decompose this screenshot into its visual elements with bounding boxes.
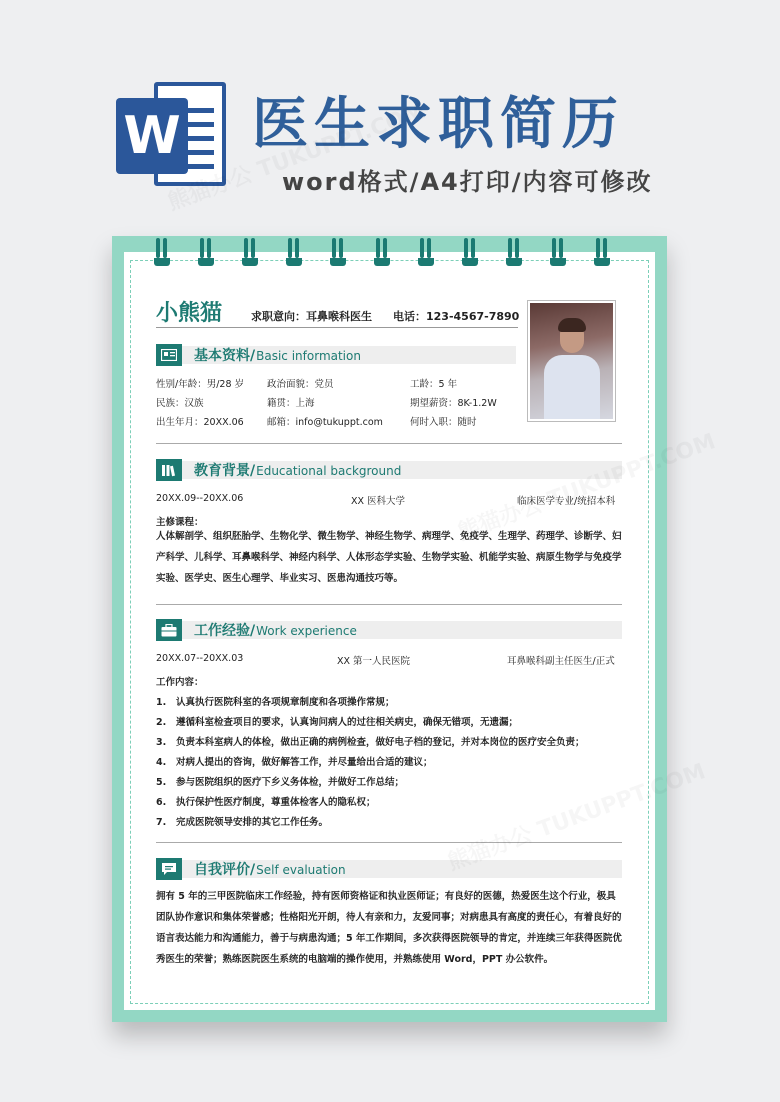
ring-icon xyxy=(506,238,522,266)
section-title-en: Work experience xyxy=(256,624,357,638)
section-title-cn: 教育背景/ xyxy=(194,463,256,479)
work-position: 耳鼻喉科副主任医生/正式 xyxy=(507,656,615,667)
basic-seniority: 工龄：5 年 xyxy=(410,379,458,390)
list-item: 6. 执行保护性医疗制度，尊重体检客人的隐私权； xyxy=(156,797,376,808)
banner-title: 医生求职简历 xyxy=(252,92,624,157)
basic-gender-age: 性别/年龄：男/28 岁 xyxy=(156,379,245,390)
list-item: 3. 负责本科室病人的体检，做出正确的病例检查，做好电子档的登记，并对本岗位的医疗安全负责； xyxy=(156,737,585,748)
id-card-icon xyxy=(156,344,182,366)
ring-icon xyxy=(198,238,214,266)
ring-icon xyxy=(154,238,170,266)
divider xyxy=(156,327,518,328)
word-letter: W xyxy=(116,98,188,174)
basic-salary: 期望薪资：8K-1.2W xyxy=(410,398,497,409)
comment-icon xyxy=(156,858,182,880)
basic-ethnicity: 民族：汉族 xyxy=(156,398,204,409)
binder-rings xyxy=(154,238,634,268)
list-item: 2. 遵循科室检查项目的要求，认真询问病人的过往相关病史，确保无错项，无遗漏； xyxy=(156,717,519,728)
section-title-cn: 工作经验/ xyxy=(194,623,256,639)
divider xyxy=(156,604,622,605)
section-header-work xyxy=(156,619,622,639)
section-title-en: Educational background xyxy=(256,464,402,478)
edu-major: 临床医学专业/统招本科 xyxy=(517,496,616,507)
list-item: 5. 参与医院组织的医疗下乡义务体检，并做好工作总结； xyxy=(156,777,405,788)
edu-courses: 人体解剖学、组织胚胎学、生物化学、微生物学、神经生物学、病理学、免疫学、生理学、药理学、诊断学、妇产科学、儿科学、耳鼻喉科学、神经内科学、人体形态学实验、生物学实验、机能学实验、病原生物学与免疫学实验、医学史、医生心理学、毕业实习、医患沟通技巧等。 xyxy=(156,531,622,584)
section-title-en: Self evaluation xyxy=(256,863,346,877)
divider xyxy=(156,842,622,843)
section-header-self xyxy=(156,858,622,878)
work-period: 20XX.07--20XX.03 xyxy=(156,653,244,664)
edu-period: 20XX.09--20XX.06 xyxy=(156,493,244,504)
basic-birth: 出生年月：20XX.06 xyxy=(156,417,244,428)
basic-political: 政治面貌：党员 xyxy=(267,379,334,390)
profile-photo xyxy=(527,300,616,422)
books-icon xyxy=(156,459,182,481)
divider xyxy=(156,443,622,444)
self-evaluation-text: 拥有 5 年的三甲医院临床工作经验，持有医师资格证和执业医师证；有良好的医德，热爱医生这个行业，极具团队协作意识和集体荣誉感；性格阳光开朗，待人有亲和力，友爱同事；对病患具有高度的责任心，有着良好的语言表达能力和沟通能力，善于与病患沟通；5 年工作期间，多次获得医院领导的肯定，并连续三年获得医院优秀医生的荣誉；熟练医院医生系统的电脑端的操作使用，并熟练使用 Word，PPT 办公软件。 xyxy=(156,891,622,965)
basic-hometown: 籍贯：上海 xyxy=(267,398,315,409)
section-header-education xyxy=(156,459,622,479)
ring-icon xyxy=(242,238,258,266)
job-intent: 求职意向：耳鼻喉科医生 xyxy=(251,310,372,323)
ring-icon xyxy=(418,238,434,266)
ring-icon xyxy=(374,238,390,266)
briefcase-icon xyxy=(156,619,182,641)
ring-icon xyxy=(462,238,478,266)
applicant-name: 小熊猫 xyxy=(156,301,223,326)
phone-number: 电话：123-4567-7890 xyxy=(393,310,520,323)
section-title-cn: 基本资料/ xyxy=(194,348,256,364)
ring-icon xyxy=(594,238,610,266)
section-title-cn: 自我评价/ xyxy=(194,862,256,878)
ring-icon xyxy=(550,238,566,266)
basic-start: 何时入职：随时 xyxy=(410,417,477,428)
list-item: 4. 对病人提出的咨询，做好解答工作，并尽量给出合适的建议； xyxy=(156,757,433,768)
work-content-label: 工作内容： xyxy=(156,677,204,688)
list-item: 7. 完成医院领导安排的其它工作任务。 xyxy=(156,817,329,828)
section-title-en: Basic information xyxy=(256,349,361,363)
work-company: XX 第一人民医院 xyxy=(337,656,411,667)
banner-subtitle: word格式/A4打印/内容可修改 xyxy=(282,168,653,196)
list-item: 1. 认真执行医院科室的各项规章制度和各项操作常规； xyxy=(156,697,395,708)
section-header-basic xyxy=(156,344,516,364)
ring-icon xyxy=(330,238,346,266)
edu-school: XX 医科大学 xyxy=(351,496,406,507)
basic-email: 邮箱：info@tukuppt.com xyxy=(267,417,383,428)
edu-courses-label: 主修课程： xyxy=(156,517,204,528)
ring-icon xyxy=(286,238,302,266)
